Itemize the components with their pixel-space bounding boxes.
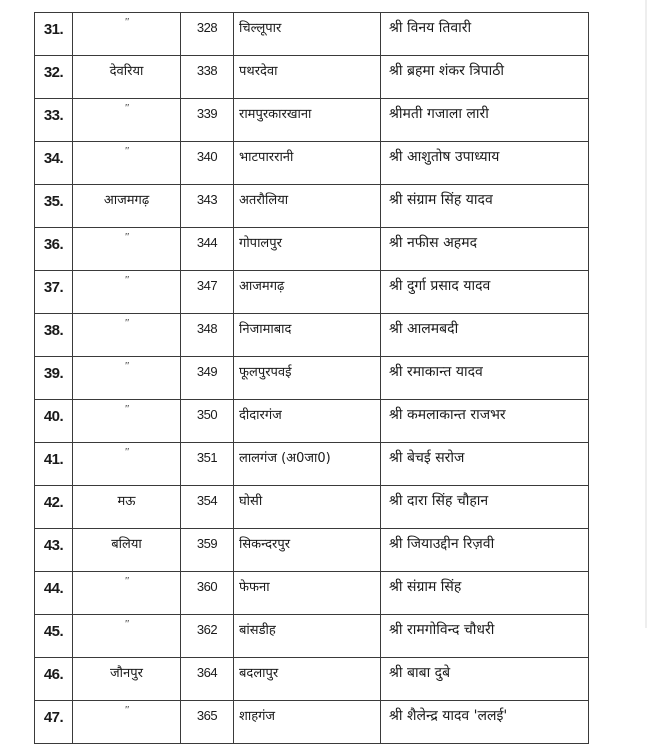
constituency-number-cell: 328 — [181, 13, 234, 56]
constituency-name-cell: गोपालपुर — [234, 228, 381, 271]
serial-number-cell: 44. — [35, 572, 73, 615]
candidate-name-cell: श्री शैलेन्द्र यादव 'ललई' — [381, 701, 589, 744]
constituency-number-cell: 351 — [181, 443, 234, 486]
table-row — [35, 357, 589, 400]
constituency-name-cell: फेफना — [234, 572, 381, 615]
constituency-name-cell: निजामाबाद — [234, 314, 381, 357]
serial-number-cell: 32. — [35, 56, 73, 99]
table-row — [35, 99, 589, 142]
candidate-list-body — [35, 13, 589, 744]
candidate-name-cell: श्री बाबा दुबे — [381, 658, 589, 701]
district-cell: " — [73, 99, 181, 142]
district-cell: " — [73, 228, 181, 271]
candidate-name-cell: श्री ब्रहमा शंकर त्रिपाठी — [381, 56, 589, 99]
constituency-number-cell: 350 — [181, 400, 234, 443]
constituency-name-cell: अतरौलिया — [234, 185, 381, 228]
table-row — [35, 56, 589, 99]
table-row — [35, 13, 589, 56]
serial-number-cell: 33. — [35, 99, 73, 142]
constituency-number-cell: 359 — [181, 529, 234, 572]
candidate-name-cell: श्री दुर्गा प्रसाद यादव — [381, 271, 589, 314]
candidate-name-cell: श्री दारा सिंह चौहान — [381, 486, 589, 529]
constituency-name-cell: रामपुरकारखाना — [234, 99, 381, 142]
constituency-name-cell: पथरदेवा — [234, 56, 381, 99]
candidate-name-cell: श्री जियाउद्दीन रिज़वी — [381, 529, 589, 572]
serial-number-cell: 41. — [35, 443, 73, 486]
constituency-number-cell: 365 — [181, 701, 234, 744]
table-row — [35, 701, 589, 744]
district-cell: " — [73, 357, 181, 400]
constituency-number-cell: 362 — [181, 615, 234, 658]
district-cell: " — [73, 443, 181, 486]
constituency-number-cell: 340 — [181, 142, 234, 185]
table-row — [35, 271, 589, 314]
candidate-list-table — [34, 12, 589, 744]
constituency-name-cell: सिकन्दरपुर — [234, 529, 381, 572]
district-cell: देवरिया — [73, 56, 181, 99]
constituency-name-cell: फूलपुरपवई — [234, 357, 381, 400]
serial-number-cell: 39. — [35, 357, 73, 400]
serial-number-cell: 35. — [35, 185, 73, 228]
serial-number-cell: 31. — [35, 13, 73, 56]
table-row — [35, 314, 589, 357]
district-cell: मऊ — [73, 486, 181, 529]
candidate-name-cell: श्री संग्राम सिंह यादव — [381, 185, 589, 228]
district-cell: " — [73, 13, 181, 56]
serial-number-cell: 47. — [35, 701, 73, 744]
serial-number-cell: 38. — [35, 314, 73, 357]
district-cell: " — [73, 400, 181, 443]
serial-number-cell: 40. — [35, 400, 73, 443]
serial-number-cell: 46. — [35, 658, 73, 701]
constituency-number-cell: 364 — [181, 658, 234, 701]
candidate-name-cell: श्री बेचई सरोज — [381, 443, 589, 486]
serial-number-cell: 42. — [35, 486, 73, 529]
table-row — [35, 185, 589, 228]
serial-number-cell: 36. — [35, 228, 73, 271]
candidate-name-cell: श्री संग्राम सिंह — [381, 572, 589, 615]
constituency-number-cell: 360 — [181, 572, 234, 615]
table-row — [35, 529, 589, 572]
constituency-name-cell: दीदारगंज — [234, 400, 381, 443]
candidate-name-cell: श्री कमलाकान्त राजभर — [381, 400, 589, 443]
constituency-number-cell: 348 — [181, 314, 234, 357]
district-cell: आजमगढ़ — [73, 185, 181, 228]
serial-number-cell: 43. — [35, 529, 73, 572]
candidate-name-cell: श्री विनय तिवारी — [381, 13, 589, 56]
candidate-name-cell: श्री नफीस अहमद — [381, 228, 589, 271]
district-cell: " — [73, 271, 181, 314]
candidate-name-cell: श्रीमती गजाला लारी — [381, 99, 589, 142]
table-row — [35, 572, 589, 615]
table-row — [35, 615, 589, 658]
district-cell: बलिया — [73, 529, 181, 572]
table-row — [35, 443, 589, 486]
table-row — [35, 658, 589, 701]
constituency-name-cell: बदलापुर — [234, 658, 381, 701]
constituency-name-cell: घोसी — [234, 486, 381, 529]
serial-number-cell: 45. — [35, 615, 73, 658]
constituency-number-cell: 343 — [181, 185, 234, 228]
constituency-number-cell: 344 — [181, 228, 234, 271]
table-row — [35, 486, 589, 529]
constituency-number-cell: 338 — [181, 56, 234, 99]
candidate-name-cell: श्री रमाकान्त यादव — [381, 357, 589, 400]
candidate-name-cell: श्री आशुतोष उपाध्याय — [381, 142, 589, 185]
constituency-name-cell: भाटपाररानी — [234, 142, 381, 185]
district-cell: " — [73, 701, 181, 744]
constituency-number-cell: 354 — [181, 486, 234, 529]
district-cell: " — [73, 615, 181, 658]
district-cell: " — [73, 314, 181, 357]
constituency-name-cell: बांसडीह — [234, 615, 381, 658]
serial-number-cell: 34. — [35, 142, 73, 185]
candidate-name-cell: श्री रामगोविन्द चौधरी — [381, 615, 589, 658]
candidate-name-cell: श्री आलमबदी — [381, 314, 589, 357]
district-cell: " — [73, 142, 181, 185]
constituency-name-cell: चिल्लूपार — [234, 13, 381, 56]
table-row — [35, 142, 589, 185]
page-edge-divider — [645, 0, 647, 628]
constituency-number-cell: 349 — [181, 357, 234, 400]
district-cell: " — [73, 572, 181, 615]
district-cell: जौनपुर — [73, 658, 181, 701]
constituency-name-cell: शाहगंज — [234, 701, 381, 744]
constituency-name-cell: लालगंज (अ0जा0) — [234, 443, 381, 486]
constituency-number-cell: 339 — [181, 99, 234, 142]
table-row — [35, 228, 589, 271]
serial-number-cell: 37. — [35, 271, 73, 314]
table-row — [35, 400, 589, 443]
constituency-name-cell: आजमगढ़ — [234, 271, 381, 314]
constituency-number-cell: 347 — [181, 271, 234, 314]
